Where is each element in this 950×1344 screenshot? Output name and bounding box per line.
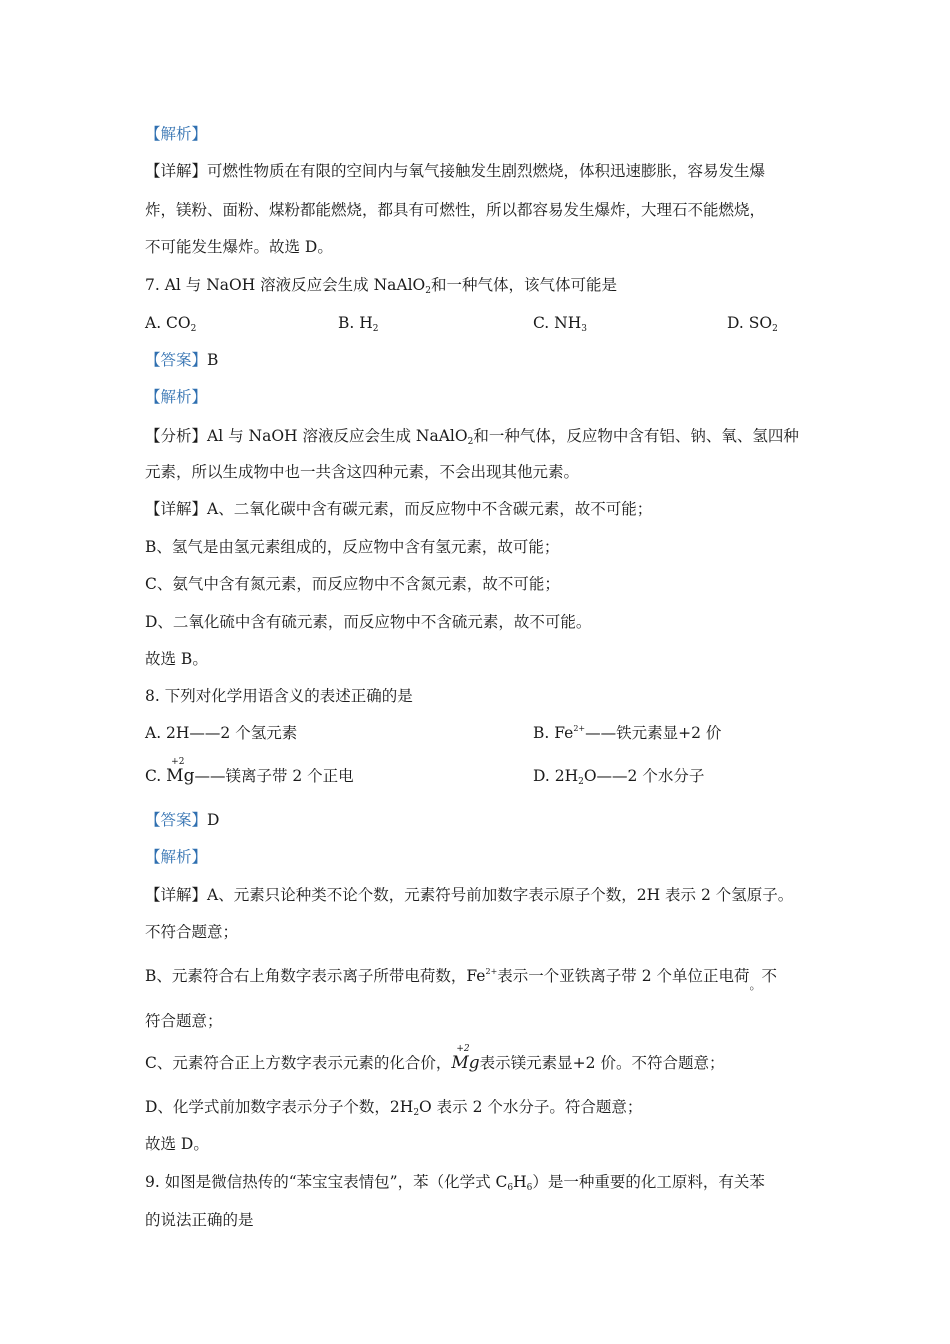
q8-detail-c-pre: C、元素符合正上方数字表示元素的化合价， [145,1054,452,1072]
q8-detail-a-line-2: 不符合题意； [145,923,239,941]
q9-stem-text-a: 9. 如图是微信热传的“苯宝宝表情包”，苯（化学式 C [145,1173,508,1191]
q8-conclusion: 故选 D。 [145,1135,209,1153]
q8-answer [145,810,219,830]
q8-option-b-post: ——铁元素显+2 价 [585,724,722,742]
q7-stem-subscript: 2 [425,286,431,296]
q8-option-d-post: O——2 个水分子 [583,767,705,785]
q7-stem-text-a: 7. Al 与 NaOH 溶液反应会生成 NaAlO [145,276,426,294]
q7-stem-text-b: 和一种气体，该气体可能是 [431,276,618,294]
q7-option-c-text: C. NH [533,314,582,332]
q9-stem-line-1 [145,1172,765,1192]
q8-option-b-pre: B. Fe [533,724,574,742]
q8-option-c-mg-symbol [166,757,195,786]
q8-option-d [533,766,704,786]
q6-detail-tag: 【详解】 [145,162,208,180]
q8-options-row-1 [0,723,950,745]
q8-option-b-sup: 2+ [573,724,586,733]
q7-option-b [338,313,379,333]
q8-detail-b-line-1 [145,966,778,992]
q6-detail-text-1: 可燃性物质在有限的空间内与氧气接触发生剧烈燃烧，体积迅速膨胀，容易发生爆 [207,162,766,180]
q6-detail-line-3: 不可能发生爆炸。故选 D。 [145,238,333,256]
q8-stem: 8. 下列对化学用语含义的表述正确的是 [145,687,413,705]
q7-detail-b: B、氢气是由氢元素组成的，反应物中含有氢元素，故可能； [145,538,560,556]
q7-detail-c: C、氨气中含有氮元素，而反应物中不含氮元素，故不可能； [145,575,560,593]
q7-option-c-sub: 3 [581,324,587,334]
q8-detail-c-post: 表示镁元素显+2 价。不符合题意； [479,1054,725,1072]
q8-detail-a-text: A、元素只论种类不论个数，元素符号前加数字表示原子个数，2H 表示 2 个氢原子。 [207,886,794,904]
q8-detail-c-valence: +2 [456,1044,470,1054]
q7-stem [145,275,617,295]
q7-options-row [0,313,950,335]
q8-detail-d-post: O 表示 2 个水分子。符合题意； [419,1098,643,1116]
q8-detail-b-sup: 2+ [485,967,498,976]
q7-option-a-text: A. CO [145,314,191,332]
q7-jiexi-heading: 【解析】 [145,388,208,406]
q8-detail-d-sub: 2 [413,1108,420,1118]
q8-option-c-valence: +2 [171,757,185,767]
q7-analysis-line-2: 元素，所以生成物中也一共含这四种元素，不会出现其他元素。 [145,463,580,481]
q7-analysis-text-a: Al 与 NaOH 溶液反应会生成 NaAlO [207,427,468,445]
q7-answer [145,350,218,370]
q8-detail-c-mg-symbol [451,1044,480,1073]
q8-option-c [145,757,354,786]
q8-detail-b-pre: B、元素符合右上角数字表示离子所带电荷数，Fe [145,967,486,985]
q7-option-b-sub: 2 [372,324,379,334]
q7-analysis-sub: 2 [467,437,474,447]
q7-option-b-text: B. H [338,314,373,332]
q7-option-d-sub: 2 [772,324,778,334]
q8-detail-b-line-2: 符合题意； [145,1012,223,1030]
q8-answer-tag: 【答案】 [145,811,208,829]
q8-detail-tag: 【详解】 [145,886,208,904]
q7-answer-value: B [207,351,219,369]
q8-detail-b-end: 不 [761,967,778,985]
q9-stem-text-b: ）是一种重要的化工原料，有关苯 [532,1173,765,1191]
q7-analysis-text-b: 和一种气体，反应物中含有铝、钠、氧、氢四种 [473,427,799,445]
q8-detail-c [145,1044,725,1073]
q8-jiexi-heading: 【解析】 [145,848,208,866]
q8-option-c-pre: C. [145,767,167,785]
q8-detail-b-post: 表示一个亚铁离子带 2 个单位正电荷 [497,967,750,985]
q7-detail-a [145,499,652,519]
q8-option-d-pre: D. 2H [533,767,579,785]
q7-option-a-sub: 2 [190,324,197,334]
q8-answer-value: D [207,811,220,829]
q9-stem-sub-2: 6 [526,1183,533,1193]
q8-option-c-post: ——镁离子带 2 个正电 [194,767,354,785]
q7-detail-tag: 【详解】 [145,500,208,518]
q8-option-b [533,723,721,743]
q8-option-d-sub: 2 [578,777,584,787]
q7-option-d [727,313,778,333]
q8-detail-d-pre: D、化学式前加数字表示分子个数，2H [145,1098,414,1116]
q9-stem-line-2: 的说法正确的是 [145,1211,254,1229]
q7-option-d-text: D. SO [727,314,773,332]
q7-detail-d: D、二氧化硫中含有硫元素，而反应物中不含硫元素，故不可能。 [145,613,592,631]
q8-detail-d [145,1097,642,1117]
q8-detail-b-period: 。 [749,978,762,992]
q7-option-a [145,313,196,333]
q7-answer-tag: 【答案】 [145,351,208,369]
q7-option-c [533,313,587,333]
q8-option-c-element: Mg [166,766,195,786]
q6-detail-line-2: 炸，镁粉、面粉、煤粉都能燃烧，都具有可燃性，所以都容易发生爆炸，大理石不能燃烧， [145,201,766,219]
q8-options-row-2 [0,757,950,790]
q6-detail-line-1 [145,161,765,181]
q6-jiexi-heading: 【解析】 [145,125,208,143]
q8-option-a: A. 2H——2 个氢元素 [145,724,298,742]
q9-stem-sub-1: 6 [507,1183,514,1193]
q8-detail-c-element: Mg [451,1053,480,1073]
q8-detail-a-line-1 [145,885,793,905]
q7-analysis-line-1 [145,426,799,446]
q7-analysis-tag: 【分析】 [145,427,208,445]
q7-detail-a-text: A、二氧化碳中含有碳元素，而反应物中不含碳元素，故不可能； [207,500,653,518]
q9-stem-h: H [513,1173,527,1191]
q7-conclusion: 故选 B。 [145,650,208,668]
